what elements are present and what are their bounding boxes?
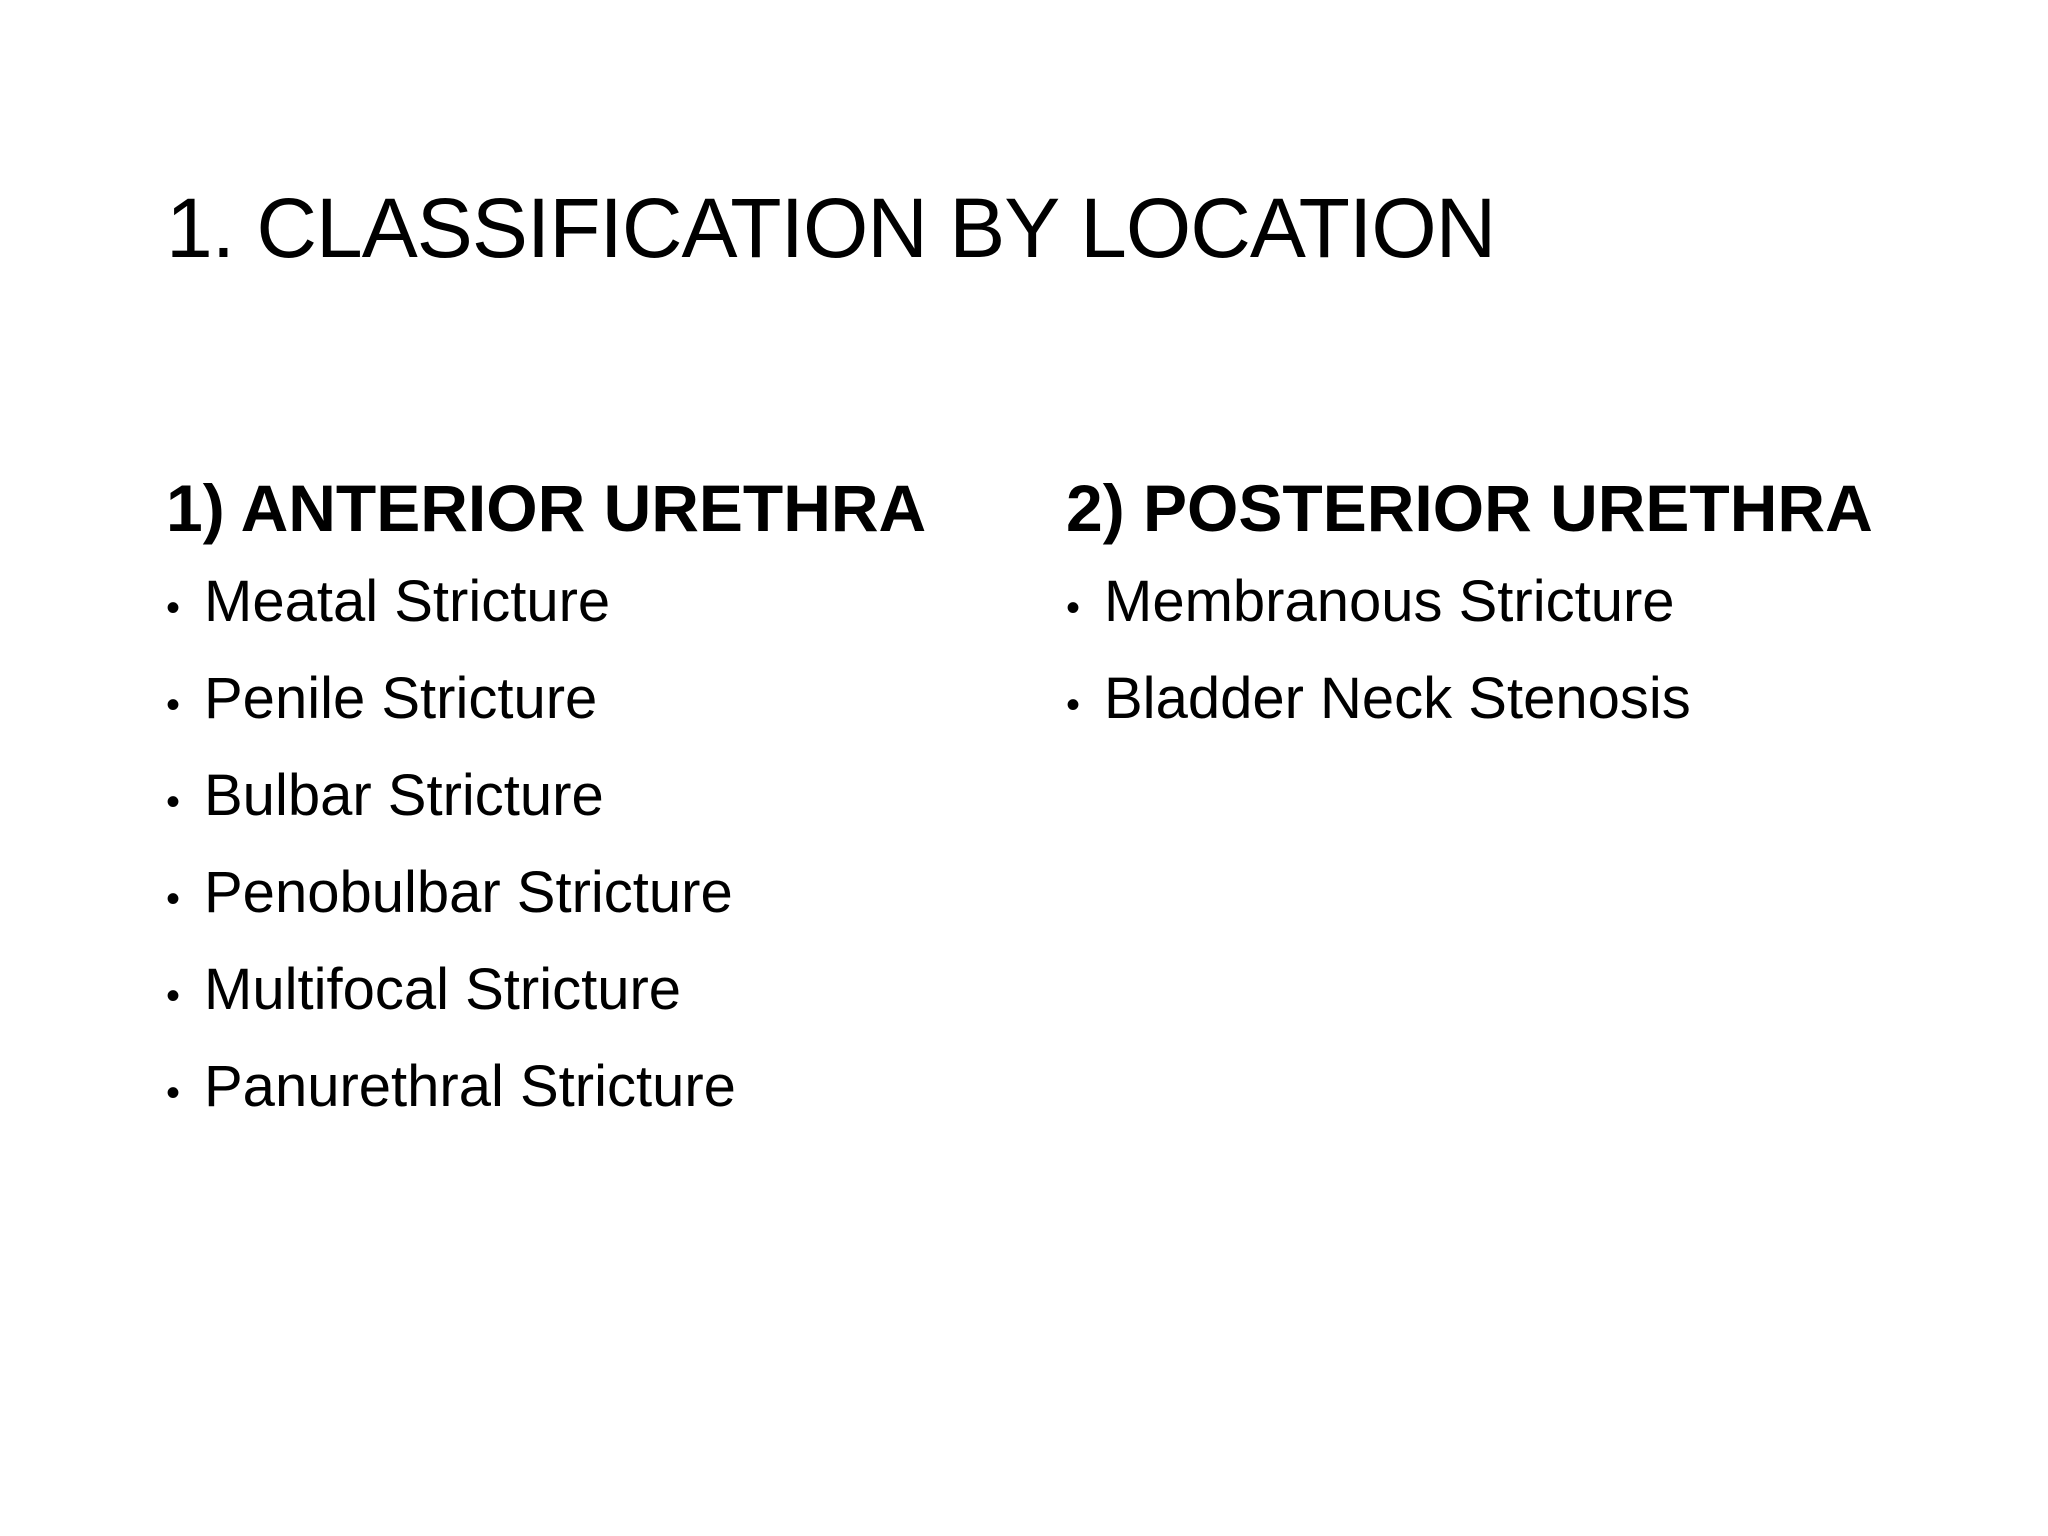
list-item xyxy=(166,1051,926,1148)
bullet-icon: • xyxy=(166,974,181,1018)
bullet-icon: • xyxy=(166,683,181,727)
bullet-icon: • xyxy=(166,586,181,630)
list-item xyxy=(166,663,926,760)
list-item xyxy=(166,954,926,1051)
list-item-text: Panurethral Stricture xyxy=(204,1054,736,1119)
slide-title: 1. CLASSIFICATION BY LOCATION xyxy=(166,181,1496,275)
list-item xyxy=(166,857,926,954)
list-item xyxy=(166,760,926,857)
bullet-icon: • xyxy=(166,877,181,921)
list-item xyxy=(166,566,926,663)
list-item-text: Meatal Stricture xyxy=(204,569,611,634)
bullet-icon: • xyxy=(166,1071,181,1115)
list-item-text: Penile Stricture xyxy=(204,666,598,731)
bullet-icon: • xyxy=(1066,586,1081,630)
list-item xyxy=(1066,663,1873,760)
bullet-list xyxy=(166,566,926,1148)
list-item xyxy=(1066,566,1873,663)
bullet-icon: • xyxy=(1066,683,1081,727)
list-item-text: Bladder Neck Stenosis xyxy=(1104,666,1691,731)
bullet-list xyxy=(1066,566,1873,760)
column-heading: 2) POSTERIOR URETHRA xyxy=(1066,471,1873,545)
anterior-urethra-column xyxy=(166,468,926,1148)
column-heading: 1) ANTERIOR URETHRA xyxy=(166,471,927,545)
list-item-text: Penobulbar Stricture xyxy=(204,860,733,925)
list-item-text: Multifocal Stricture xyxy=(204,957,682,1022)
list-item-text: Membranous Stricture xyxy=(1104,569,1675,634)
posterior-urethra-column xyxy=(1066,468,1873,760)
bullet-icon: • xyxy=(166,780,181,824)
list-item-text: Bulbar Stricture xyxy=(204,763,604,828)
